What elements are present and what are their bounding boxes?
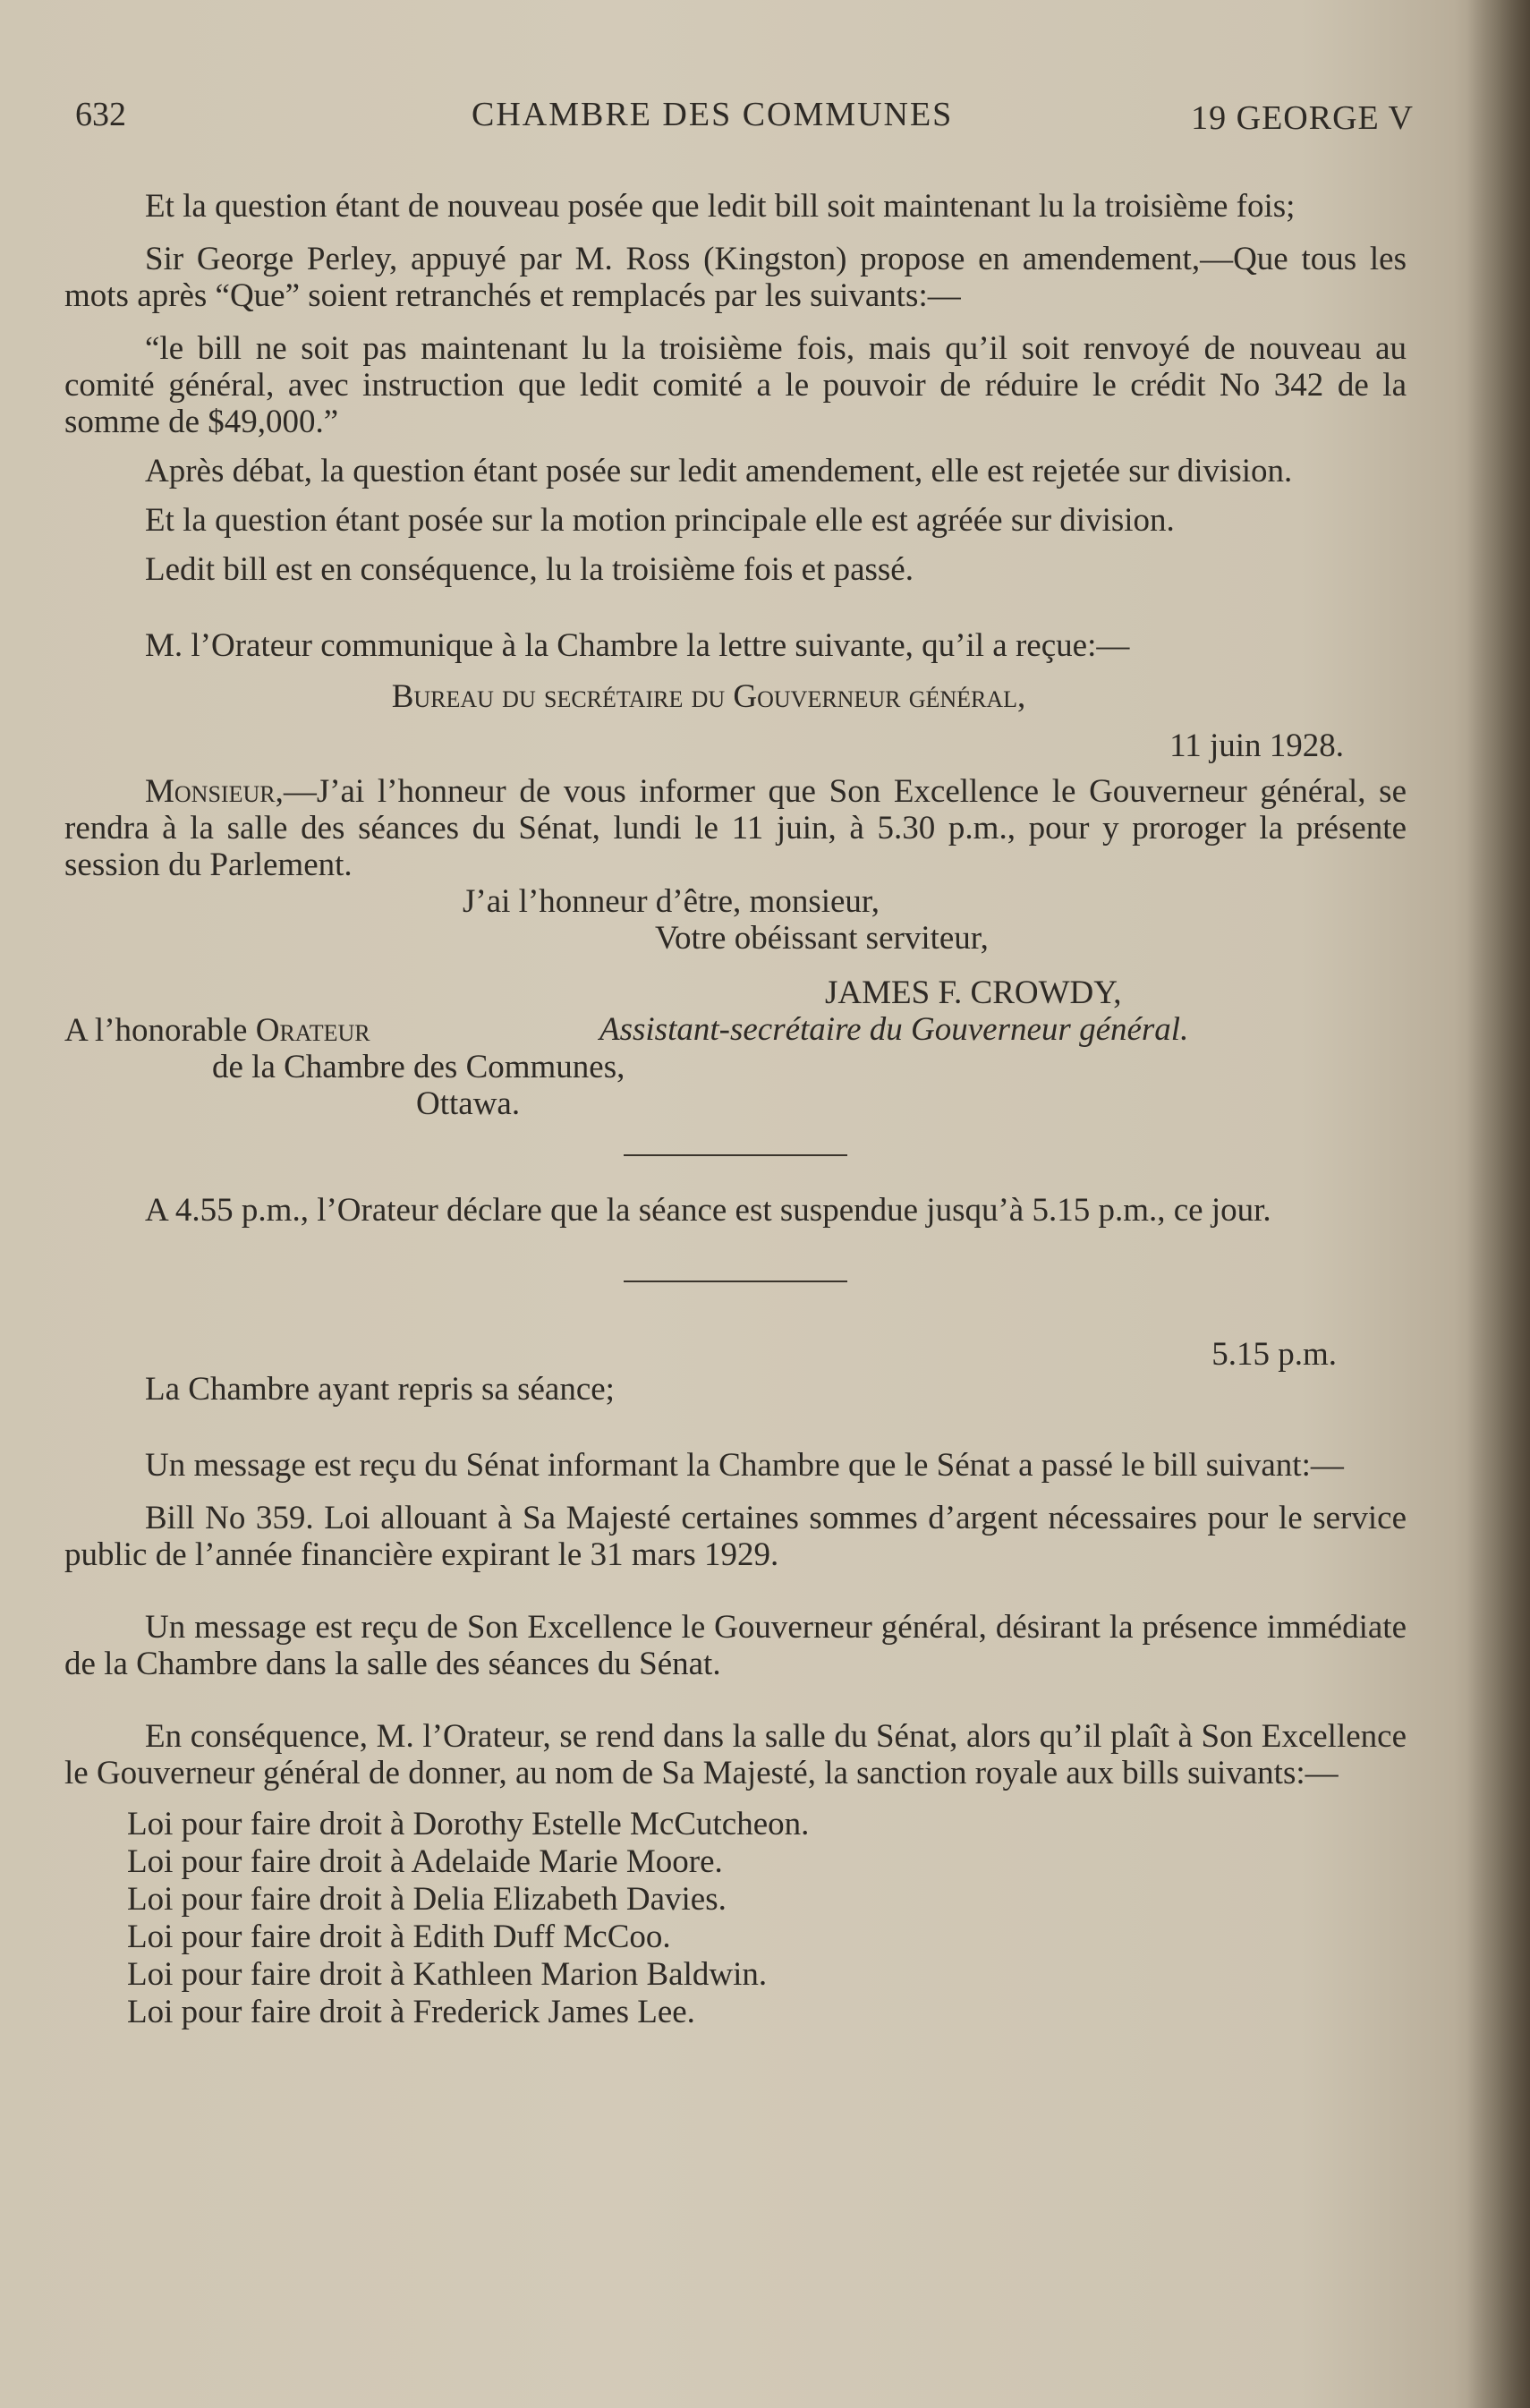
- paragraph-bill-359: Bill No 359. Loi allouant à Sa Majesté certaines sommes d’argent nécessaires pour le service public de l’année financière expirant le 31 mars 1929.: [64, 1500, 1407, 1573]
- letter-date: 11 juin 1928.: [1169, 728, 1344, 764]
- paragraph-resume: La Chambre ayant repris sa séance;: [145, 1371, 615, 1408]
- running-header: [64, 86, 1414, 140]
- letter-text: —J’ai l’honneur de vous informer que Son Excellence le Gouverneur général, se rendra à la salle des séances du Sénat, lundi le 11 juin, à 5.30 p.m., pour y proroger la présente session du Parlement.: [64, 773, 1407, 883]
- letter-body: [64, 773, 1407, 883]
- list-item: Loi pour faire droit à Dorothy Estelle McCutcheon.: [127, 1806, 810, 1842]
- letter-signatory-title: Assistant-secrétaire du Gouverneur général.: [599, 1011, 1189, 1048]
- paragraph-suspension: A 4.55 p.m., l’Orateur déclare que la séance est suspendue jusqu’à 5.15 p.m., ce jour.: [145, 1192, 1271, 1229]
- paragraph-senate-message: Un message est reçu du Sénat informant la Chambre que le Sénat a passé le bill suivant:—: [145, 1447, 1344, 1484]
- page-content: [64, 86, 1414, 2031]
- paragraph-passed: Ledit bill est en conséquence, lu la troisième fois et passé.: [145, 551, 914, 588]
- session-label: 19 GEORGE V: [1191, 99, 1414, 137]
- paragraph-quoted-motion: “le bill ne soit pas maintenant lu la troisième fois, mais qu’il soit renvoyé de nouveau au comité général, avec instruction que ledit comité a le pouvoir de réduire le crédit No 342 de la somme de $49,000.”: [64, 330, 1407, 440]
- letter-signatory: JAMES F. CROWDY,: [825, 974, 1122, 1011]
- paragraph-rejected: Après débat, la question étant posée sur ledit amendement, elle est rejetée sur division.: [145, 453, 1293, 489]
- addressee-title: Orateur: [255, 1012, 370, 1049]
- letter-closing-2: Votre obéissant serviteur,: [655, 920, 989, 957]
- paragraph-governor-message: Un message est reçu de Son Excellence le Gouverneur général, désirant la présence immédiate de la Chambre dans la salle des séances du Sénat.: [64, 1609, 1407, 1682]
- book-gutter-shadow: [1467, 0, 1530, 2408]
- paragraph-agreed: Et la question étant posée sur la motion principale elle est agréée sur division.: [145, 502, 1175, 539]
- list-item: Loi pour faire droit à Edith Duff McCoo.: [127, 1919, 671, 1955]
- resume-time: 5.15 p.m.: [1211, 1336, 1337, 1373]
- letter-addressee-line-2: de la Chambre des Communes,: [212, 1049, 625, 1085]
- list-item: Loi pour faire droit à Adelaide Marie Moore.: [127, 1843, 723, 1880]
- list-item: Loi pour faire droit à Delia Elizabeth Davies.: [127, 1881, 727, 1918]
- paragraph-amendment: Sir George Perley, appuyé par M. Ross (Kingston) propose en amendement,—Que tous les mots après “Que” soient retranchés et remplacés par les suivants:—: [64, 241, 1407, 314]
- list-item: Loi pour faire droit à Frederick James Lee.: [127, 1994, 695, 2030]
- assent-list: [64, 1806, 1407, 2031]
- paragraph-letter-intro: M. l’Orateur communique à la Chambre la lettre suivante, qu’il a reçue:—: [145, 627, 1130, 664]
- page-number: 632: [75, 96, 126, 133]
- list-item: Loi pour faire droit à Kathleen Marion Baldwin.: [127, 1956, 768, 1993]
- letter-salutation: Monsieur,: [145, 773, 284, 810]
- letter-addressee-line-3: Ottawa.: [416, 1085, 521, 1122]
- letter-closing-1: J’ai l’honneur d’être, monsieur,: [463, 883, 880, 920]
- page-title: CHAMBRE DES COMMUNES: [472, 96, 954, 133]
- paragraph-royal-assent: En conséquence, M. l’Orateur, se rend dans la salle du Sénat, alors qu’il plaît à Son Excellence le Gouverneur général de donner, au nom de Sa Majesté, la sanction royale aux bills suivants:—: [64, 1718, 1407, 1791]
- addressee-prefix: A l’honorable: [64, 1012, 256, 1049]
- letter-office: Bureau du secrétaire du Gouverneur général,: [391, 678, 1026, 715]
- paragraph-question: Et la question étant de nouveau posée que ledit bill soit maintenant lu la troisième fois;: [145, 188, 1296, 225]
